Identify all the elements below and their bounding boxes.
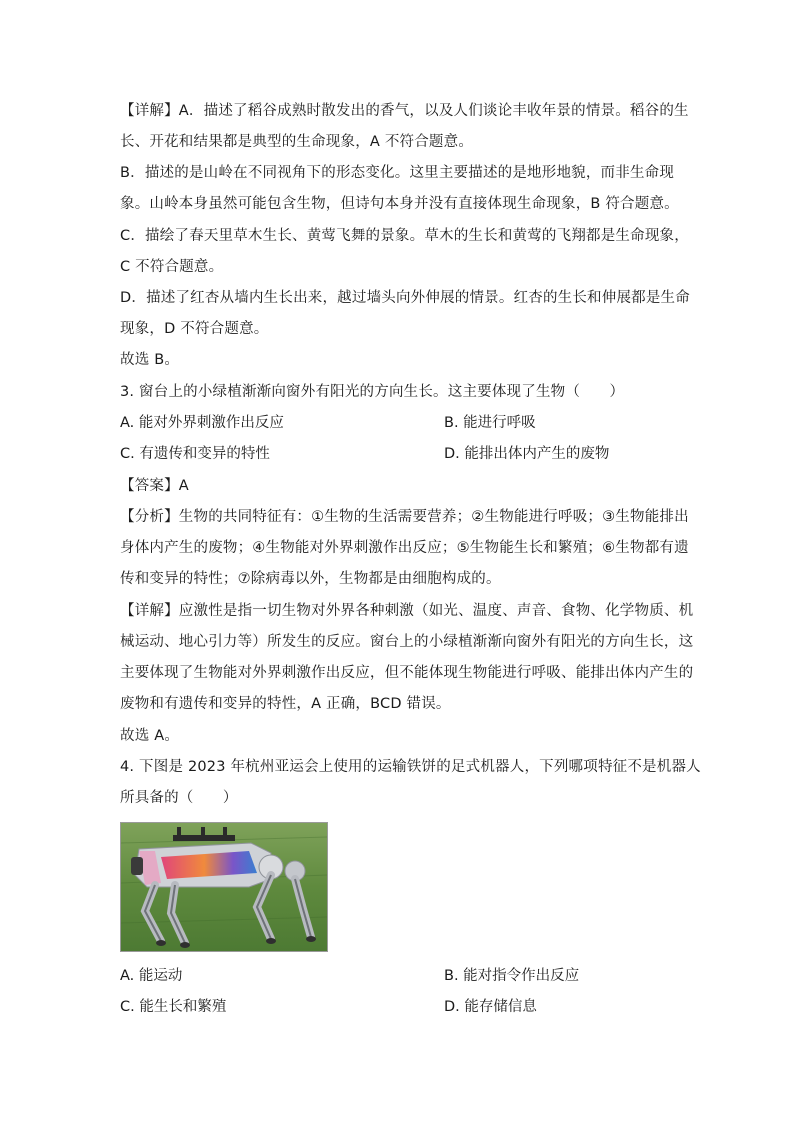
q4-option-a: A. 能运动 (120, 968, 183, 984)
explain-line-6: C 不符合题意。 (120, 259, 224, 275)
q4-option-b: B. 能对指令作出反应 (444, 968, 580, 984)
q3-analysis-line-2: 身体内产生的废物；④生物能对外界刺激作出反应；⑤生物能生长和繁殖；⑥生物都有遗 (120, 540, 689, 556)
q3-option-d: D. 能排出体内产生的废物 (444, 446, 610, 462)
q3-detail-line-1: 【详解】应激性是指一切生物对外界各种刺激（如光、温度、声音、食物、化学物质、机 (120, 603, 694, 619)
q3-analysis-line-1: 【分析】生物的共同特征有：①生物的生活需要营养；②生物能进行呼吸；③生物能排出 (120, 509, 689, 525)
q3-stem: 3. 窗台上的小绿植渐渐向窗外有阳光的方向生长。这主要体现了生物（ ） (120, 384, 625, 400)
q4-stem-line-2: 所具备的（ ） (120, 790, 238, 806)
explain-line-2: 长、开花和结果都是典型的生命现象，A 不符合题意。 (120, 134, 474, 150)
q3-conclusion: 故选 A。 (120, 728, 180, 744)
q3-analysis-line-3: 传和变异的特性；⑦除病毒以外，生物都是由细胞构成的。 (120, 571, 501, 587)
q3-detail-line-2: 械运动、地心引力等）所发生的反应。窗台上的小绿植渐渐向窗外有阳光的方向生长，这 (120, 634, 694, 650)
explain-line-3: B．描述的是山岭在不同视角下的形态变化。这里主要描述的是地形地貌，而非生命现 (120, 165, 675, 181)
q4-option-d: D. 能存储信息 (444, 999, 537, 1015)
q3-detail-line-3: 主要体现了生物能对外界刺激作出反应，但不能体现生物能进行呼吸、能排出体内产生的 (120, 665, 694, 681)
q3-option-b: B. 能进行呼吸 (444, 415, 536, 431)
q3-answer: 【答案】A (120, 478, 189, 494)
explain-line-7: D．描述了红杏从墙内生长出来，越过墙头向外伸展的情景。红杏的生长和伸展都是生命 (120, 290, 690, 306)
q4-stem-line-1: 4. 下图是 2023 年杭州亚运会上使用的运输铁饼的足式机器人，下列哪项特征不是机器人 (120, 759, 701, 775)
explain-line-5: C．描绘了春天里草木生长、黄莺飞舞的景象。草木的生长和黄莺的飞翔都是生命现象， (120, 228, 689, 244)
robot-dog-photo (120, 822, 328, 952)
explain-line-8: 现象，D 不符合题意。 (120, 321, 269, 337)
q3-option-c: C. 有遗传和变异的特性 (120, 446, 270, 462)
q4-option-c: C. 能生长和繁殖 (120, 999, 227, 1015)
explain-conclusion: 故选 B。 (120, 352, 180, 368)
explain-line-4: 象。山岭本身虽然可能包含生物，但诗句本身并没有直接体现生命现象，B 符合题意。 (120, 196, 679, 212)
q3-option-a: A. 能对外界刺激作出反应 (120, 415, 284, 431)
explain-line-1: 【详解】A．描述了稻谷成熟时散发出的香气，以及人们谈论丰收年景的情景。稻谷的生 (120, 103, 689, 119)
q3-detail-line-4: 废物和有遗传和变异的特性，A 正确，BCD 错误。 (120, 696, 451, 712)
